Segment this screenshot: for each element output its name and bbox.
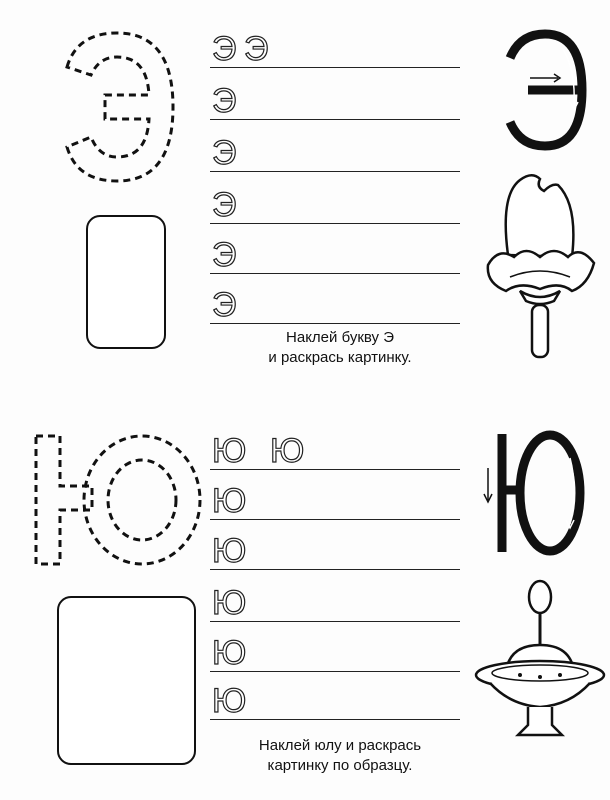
caption-line: картинку по образцу. bbox=[267, 757, 413, 774]
trace-letter: Э bbox=[244, 30, 269, 68]
line-row bbox=[210, 420, 460, 470]
trace-letter: Э bbox=[212, 30, 237, 68]
line-row bbox=[210, 174, 460, 224]
sample-letter-e bbox=[500, 28, 590, 153]
caption-yu bbox=[205, 736, 475, 776]
line-row bbox=[210, 122, 460, 172]
sample-letter-yu bbox=[478, 428, 598, 558]
trace-letter: Э bbox=[212, 236, 237, 274]
trace-letter: Ю bbox=[270, 432, 305, 470]
dashed-letter-e bbox=[55, 25, 195, 185]
line-row bbox=[210, 470, 460, 520]
trace-letter: Ю bbox=[212, 482, 247, 520]
dashed-letter-yu bbox=[30, 430, 210, 570]
trace-letter: Ю bbox=[212, 682, 247, 720]
trace-letter: Ю bbox=[212, 634, 247, 672]
trace-letter: Э bbox=[212, 286, 237, 324]
sticker-placeholder-e bbox=[86, 215, 166, 349]
caption-e bbox=[215, 328, 465, 368]
section-letter-yu bbox=[0, 400, 610, 800]
caption-line: Наклей букву Э bbox=[286, 329, 394, 346]
trace-letter: Ю bbox=[212, 432, 247, 470]
line-row bbox=[210, 520, 460, 570]
caption-line: и раскрась картинку. bbox=[268, 349, 412, 366]
line-row bbox=[210, 622, 460, 672]
line-row bbox=[210, 274, 460, 324]
line-row bbox=[210, 224, 460, 274]
ice-cream-icon bbox=[480, 165, 600, 365]
line-row bbox=[210, 670, 460, 720]
line-row bbox=[210, 70, 460, 120]
writing-lines-e bbox=[210, 18, 465, 324]
trace-letter: Э bbox=[212, 82, 237, 120]
spinning-top-icon bbox=[470, 575, 610, 750]
sticker-placeholder-yu bbox=[57, 596, 196, 765]
trace-letter: Э bbox=[212, 186, 237, 224]
line-row bbox=[210, 18, 460, 68]
caption-line: Наклей юлу и раскрась bbox=[258, 737, 422, 754]
trace-letter: Э bbox=[212, 134, 237, 172]
line-row bbox=[210, 572, 460, 622]
trace-letter: Ю bbox=[212, 532, 247, 570]
trace-letter: Ю bbox=[212, 584, 247, 622]
writing-lines-yu bbox=[210, 420, 465, 720]
